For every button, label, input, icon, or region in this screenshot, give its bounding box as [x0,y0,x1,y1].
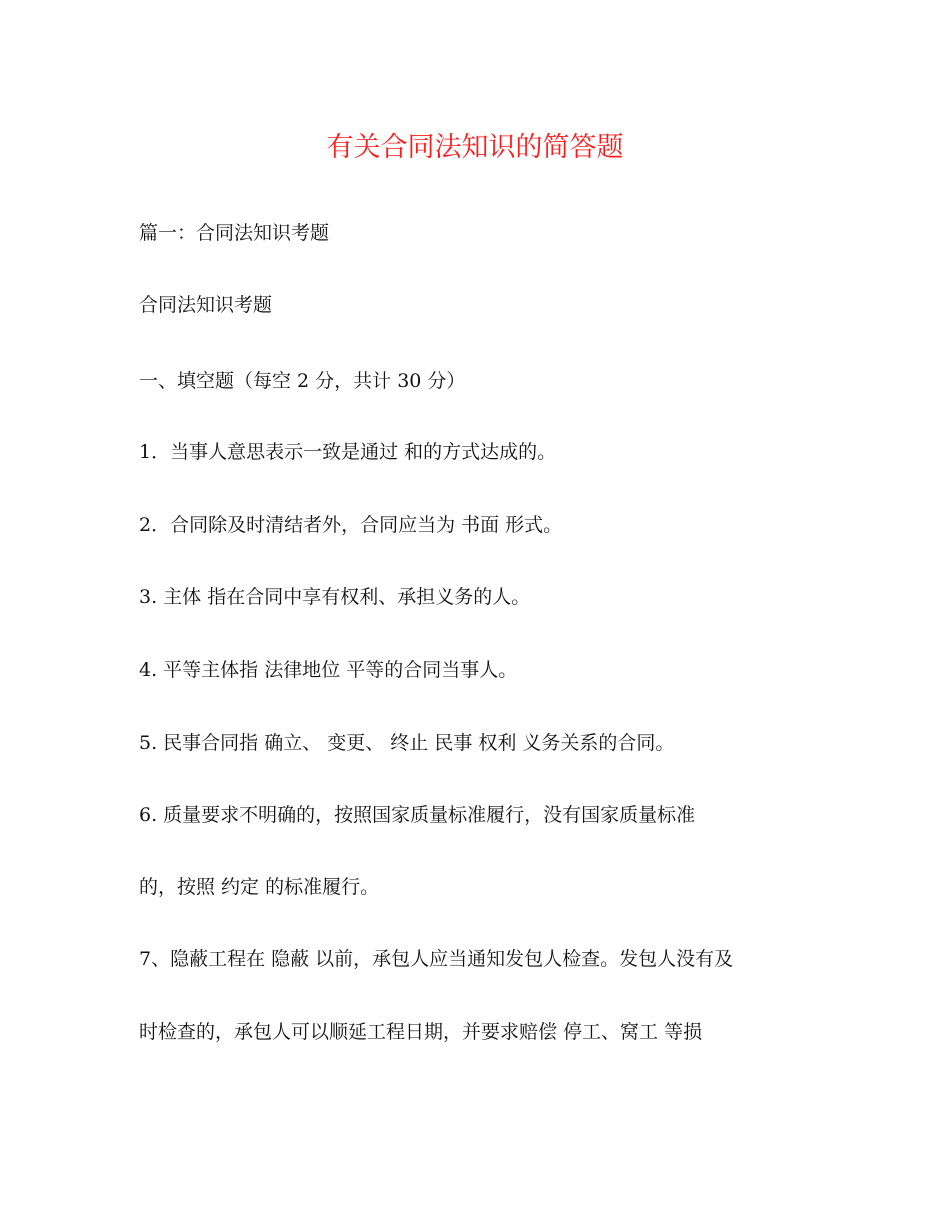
section-heading: 篇一：合同法知识考题 [139,222,330,244]
question-2: 2．合同除及时清结者外，合同应当为 书面 形式。 [139,514,563,536]
subsection-heading: 合同法知识考题 [139,294,273,316]
question-1: 1．当事人意思表示一致是通过 和的方式达成的。 [139,441,557,463]
question-4: 4. 平等主体指 法律地位 平等的合同当事人。 [139,659,518,681]
document-title: 有关合同法知识的简答题 [326,132,624,163]
question-group-heading: 一、填空题（每空 2 分，共计 30 分） [139,370,466,392]
question-6-line-1: 6. 质量要求不明确的，按照国家质量标准履行，没有国家质量标准 [139,804,696,826]
question-3: 3. 主体 指在合同中享有权利、承担义务的人。 [139,586,531,608]
question-6-line-2: 的，按照 约定 的标准履行。 [139,876,380,898]
question-5: 5. 民事合同指 确立、 变更、 终止 民事 权利 义务关系的合同。 [139,732,675,754]
question-7-line-2: 时检查的，承包人可以顺延工程日期，并要求赔偿 停工、窝工 等损 [139,1021,703,1043]
question-7-line-1: 7、隐蔽工程在 隐蔽 以前，承包人应当通知发包人检查。发包人没有及 [139,948,734,970]
